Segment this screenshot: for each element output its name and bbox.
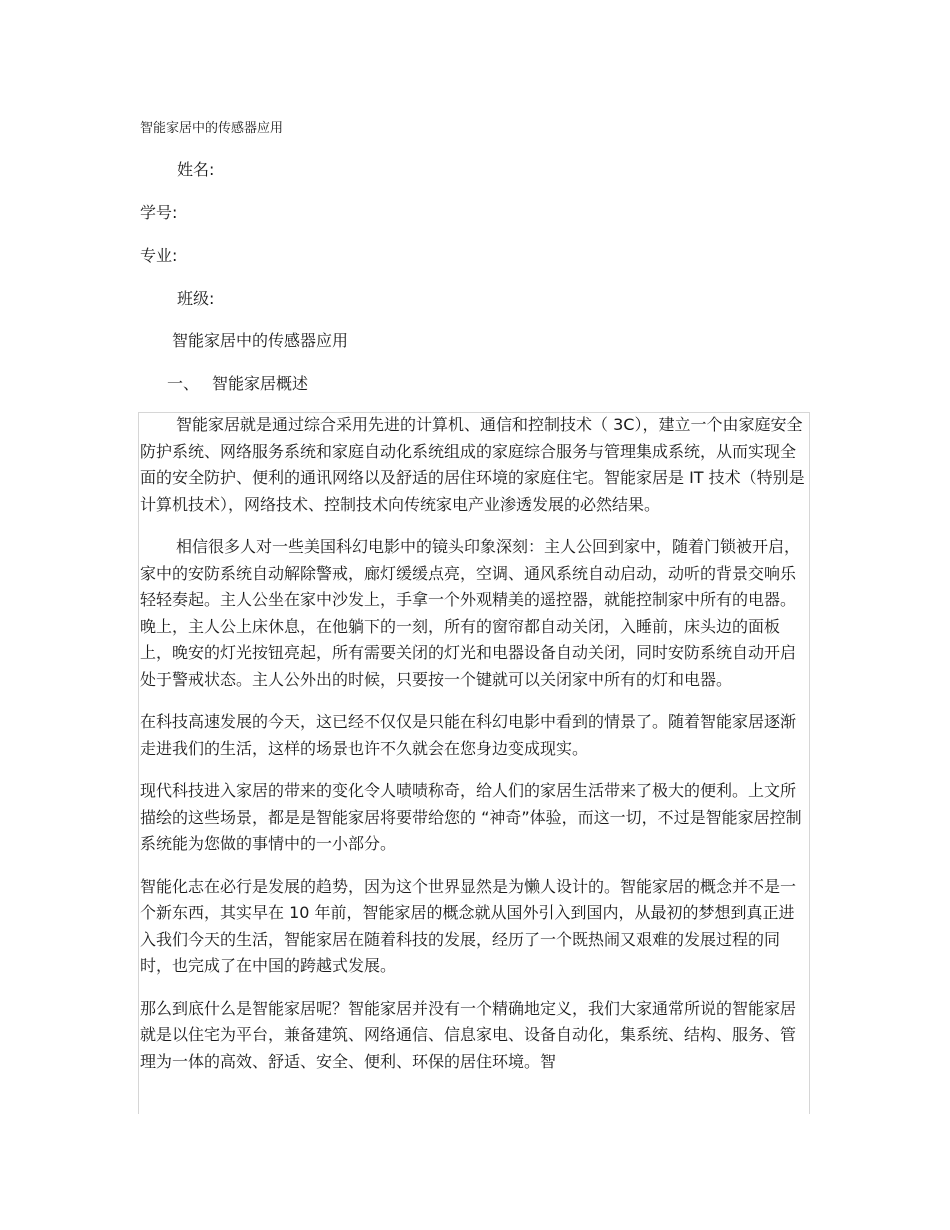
paragraph-4: 现代科技进入家居的带来的变化令人啧啧称奇，给人们的家居生活带来了极大的便利。上文所描绘的这些场景，都是是智能家居将要带给您的 “神奇”体验，而这一切，不过是智能家居控制系统能为您做的事情中的一小部分。 xyxy=(140,781,802,853)
paragraph-6: 那么到底什么是智能家居呢？智能家居并没有一个精确地定义，我们大家通常所说的智能家居就是以住宅为平台，兼备建筑、网络通信、信息家电、设备自动化，集系统、结构、服务、管理为一体的高效、舒适、安全、便利、环保的居住环境。智 xyxy=(140,998,797,1071)
body-text xyxy=(140,412,805,1075)
name-field-label: 姓名: xyxy=(177,160,215,179)
paragraph-3: 在科技高速发展的今天，这已经不仅仅是只能在科幻电影中看到的情景了。随着智能家居逐渐走进我们的生活，这样的场景也许不久就会在您身边变成现实。 xyxy=(140,712,797,758)
major-field-label: 专业: xyxy=(140,246,178,265)
section-title: 智能家居概述 xyxy=(212,374,309,393)
main-title: 智能家居中的传感器应用 xyxy=(172,331,349,350)
class-field-label: 班级: xyxy=(177,289,215,308)
student-id-field-label: 学号: xyxy=(140,203,178,222)
paragraph-2: 相信很多人对一些美国科幻电影中的镜头印象深刻：主人公回到家中，随着门锁被开启，家中的安防系统自动解除警戒，廊灯缓缓点亮，空调、通风系统自动启动，动听的背景交响乐轻轻奏起。主人公坐在家中沙发上，手拿一个外观精美的遥控器，就能控制家中所有的电器。晚上，主人公上床休息，在他躺下的一刻，所有的窗帘都自动关闭，入睡前，床头边的面板上，晚安的灯光按钮亮起，所有需要关闭的灯光和电器设备自动关闭，同时安防系统自动开启处于警戒状态。主人公外出的时候，只要按一个键就可以关闭家中所有的灯和电器。 xyxy=(140,537,801,689)
document-top-title: 智能家居中的传感器应用 xyxy=(140,121,284,136)
paragraph-5: 智能化志在必行是发展的趋势，因为这个世界显然是为懒人设计的。智能家居的概念并不是一个新东西，其实早在 10 年前，智能家居的概念就从国外引入到国内，从最初的梦想到真正进入我们今天的生活，智能家居在随着科技的发展，经历了一个既热闹又艰难的发展过程的同时，也完成了在中国的跨越式发展。 xyxy=(140,876,797,975)
section-number: 一、 xyxy=(167,374,200,393)
paragraph-1: 智能家居就是通过综合采用先进的计算机、通信和控制技术（ 3C），建立一个由家庭安全防护系统、网络服务系统和家庭自动化系统组成的家庭综合服务与管理集成系统，从而实现全面的安全防护、便利的通讯网络以及舒适的居住环境的家庭住宅。智能家居是 IT 技术（特别是计算机技术），网络技术、控制技术向传统家电产业渗透发展的必然结果。 xyxy=(140,415,805,514)
